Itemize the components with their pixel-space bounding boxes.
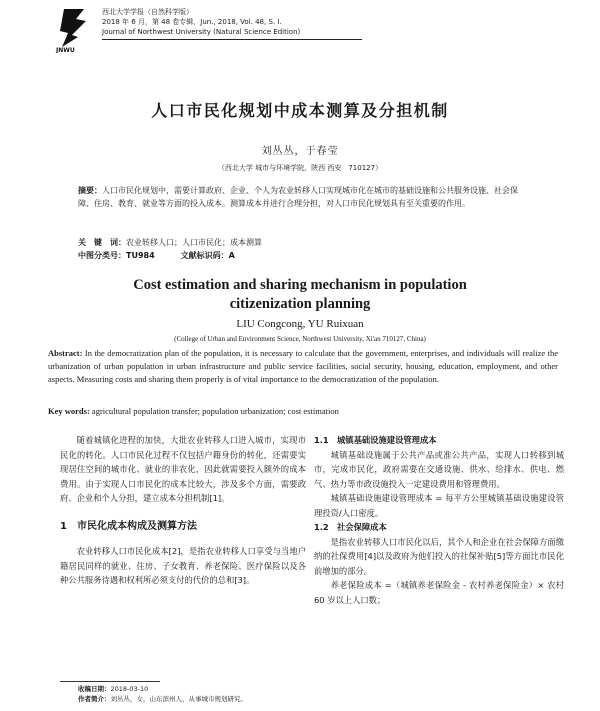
journal-name-en: Journal of Northwest University (Natural Science Edition)	[102, 28, 301, 36]
subsection-1-2-heading: 1.2 社会保障成本	[314, 522, 387, 532]
journal-header	[56, 7, 542, 53]
doc-code-value: A	[228, 251, 235, 260]
intro-paragraph: 随着城镇化进程的加快，大批农业转移人口进入城市，实现市民化的转化。人口市民化过程不仅包括户籍身份的转化，还需要实现居住空间的城市化、就业的非农化，因此就需要投入额外的成本费用。由于实现人口市民化的成本比较大，涉及多个方面，需要政府、企业和个人分担，建立成本分担机制[1]。	[60, 435, 306, 503]
subsection-1-2-paragraph: 是指农业转移人口市民化以后，其个人和企业在社会保障方面缴纳的社保费用[4]以及政府为他们投入的社保补贴[5]等方面比市民化前增加的部分。	[314, 536, 564, 576]
abstract-cn-label: 摘要：	[78, 186, 102, 195]
title-en-line1: Cost estimation and sharing mechanism in population	[133, 277, 467, 293]
author-info: 刘丛丛，女，山东滨州人，从事城市规划研究。	[110, 695, 247, 703]
clc-label: 中图分类号：	[78, 251, 126, 260]
paper-title-en	[0, 276, 600, 314]
body-right-column	[314, 433, 564, 607]
section-1-heading: 1 市民化成本构成及测算方法	[60, 520, 197, 532]
footnote-divider	[60, 681, 160, 682]
received-label: 收稿日期：	[78, 685, 111, 693]
journal-name-cn: 西北大学学报（自然科学版）	[102, 8, 193, 16]
abstract-en-text: In the democratization plan of the population, it is necessary to calculate that the government, enterprises, and individuals will realize the urbanization of urban population in urban infrastructure and public service facilities, social security, housing, education, employment, and other aspects. Measuring costs and sharing them properly is of vital importance to the democratization of the population.	[48, 348, 559, 384]
keywords-en-label: Key words:	[48, 406, 90, 416]
abstract-cn-text: 人口市民化规划中，需要计算政府、企业、个人为农业转移人口实现城市化在城市的基础设施和公共服务设施、社会保障、住房、教育、就业等方面的投入成本。测算成本并进行合理分担，对人口市民化规划具有至关重要的作用。	[78, 186, 518, 208]
subsection-1-1-paragraph-2: 城镇基础设施建设管理成本 = 每平方公里城镇基础设施建设管理投资/人口密度。	[314, 493, 564, 518]
paper-title-cn: 人口市民化规划中成本测算及分担机制	[151, 101, 449, 120]
classification-line	[78, 249, 518, 262]
header-divider	[102, 39, 362, 40]
affiliation-cn: （西北大学 城市与环境学院，陕西 西安 710127）	[217, 164, 383, 172]
abstract-en-label: Abstract:	[48, 348, 83, 358]
clc-value: TU984	[126, 251, 155, 260]
keywords-cn-label: 关 键 词：	[78, 238, 126, 247]
keywords-cn-text: 农业转移人口；人口市民化；成本测算	[126, 238, 262, 247]
doc-code-label: 文献标识码：	[180, 251, 229, 260]
author-info-label: 作者简介：	[78, 695, 111, 703]
subsection-1-1-paragraph-1: 城镇基础设施属于公共产品或准公共产品，实现人口转移到城市，完成市民化，政府需要在交通设施、供水、给排水、供电、燃气、热力等市政设施投入一定建设费用和管理费用。	[314, 449, 564, 489]
authors-cn: 刘丛丛，于春莹	[261, 146, 339, 157]
abstract-en	[48, 347, 558, 386]
keywords-cn	[78, 236, 518, 249]
section-1-paragraph: 农业转移人口市民化成本[2]，是指农业转移人口享受与当地户籍居民同样的就业、住房、子女教育、养老保险、医疗保险以及各种公共服务待遇和权利所必须支付的代价的总和[3]。	[60, 546, 306, 585]
logo-label: JNWU	[56, 47, 75, 53]
title-en-line2: citizenization planning	[229, 296, 371, 312]
keywords-en	[48, 405, 558, 417]
footnote	[78, 684, 247, 704]
keywords-en-text: agricultural population transfer; population urbanization; cost estimation	[91, 406, 339, 416]
authors-en: LIU Congcong, YU Ruixuan	[236, 318, 364, 330]
subsection-1-1-heading: 1.1 城镇基础设施建设管理成本	[314, 435, 437, 445]
pension-cost-formula: 养老保险成本 =（城镇养老保险金 - 农村养老保险金）× 农村 60 岁以上人口数；	[314, 580, 564, 605]
issue-line: 2018 年 6 月，第 48 卷专辑，Jun., 2018, Vol. 48, S. I.	[102, 18, 282, 26]
received-date: 2018-03-10	[110, 685, 149, 693]
journal-logo-icon	[54, 7, 96, 53]
affiliation-en: (College of Urban and Environment Science, Northwest University, Xi'an 710127, China)	[174, 335, 426, 343]
abstract-cn	[78, 184, 518, 210]
body-left-column	[60, 433, 306, 588]
